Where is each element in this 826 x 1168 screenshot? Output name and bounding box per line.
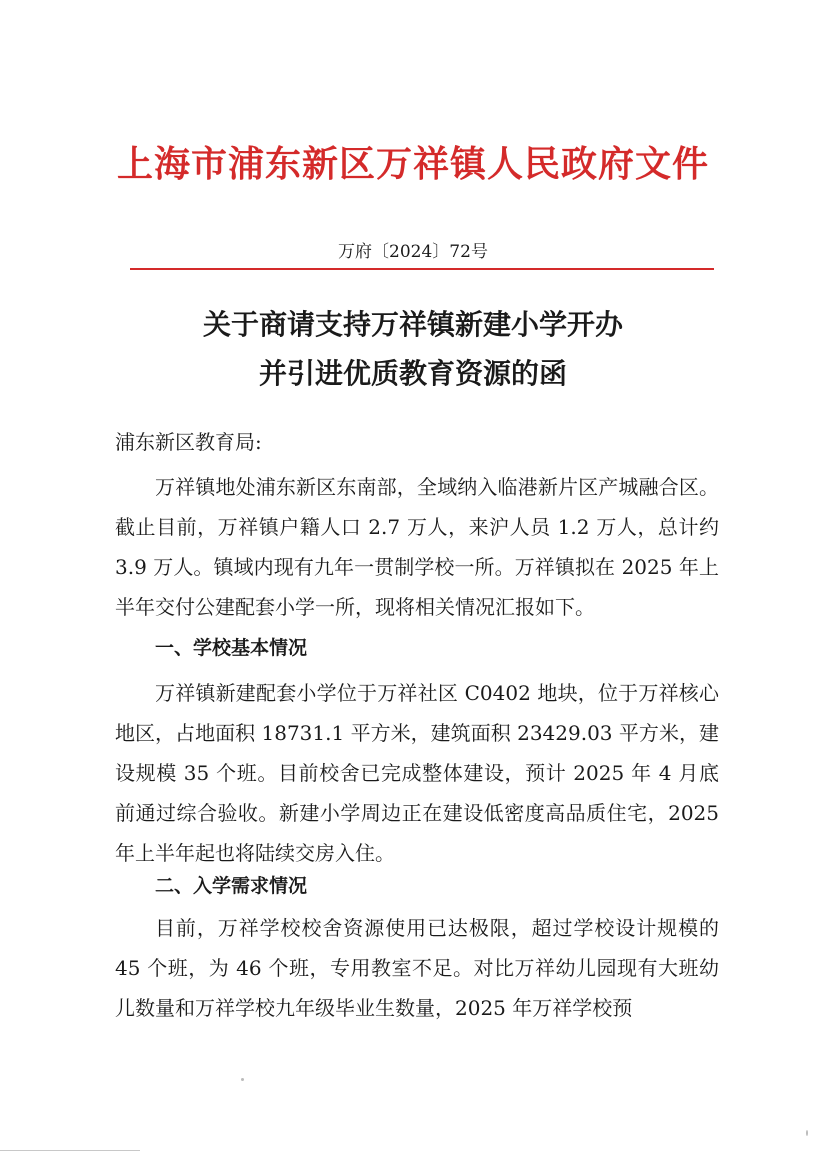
masthead-title: 上海市浦东新区万祥镇人民政府文件 <box>116 143 709 185</box>
scan-speck <box>806 1130 808 1136</box>
red-divider-line <box>130 268 714 270</box>
salutation: 浦东新区教育局: <box>115 430 262 454</box>
body-paragraph-1: 万祥镇地处浦东新区东南部，全域纳入临港新片区产城融合区。截止目前，万祥镇户籍人口 2.7 万人，来沪人员 1.2 万人，总计约 3.9 万人。镇域内现有九年一贯制学校一所。万祥镇拟在 2025 年上半年交付公建配套小学一所，现将相关情况汇报如下。 <box>115 475 719 619</box>
scan-speck <box>241 1078 244 1081</box>
body-paragraph-2: 万祥镇新建配套小学位于万祥社区 C0402 地块，位于万祥核心地区，占地面积 18731.1 平方米，建筑面积 23429.03 平方米，建设规模 35 个班。目前校舍已完成整体建设，预计 2025 年 4 月底前通过综合验收。新建小学周边正在建设低密度高品质住宅，2025 年上半年起也将陆续交房入住。 <box>115 681 719 865</box>
body-paragraph-3: 目前，万祥学校校舍资源使用已达极限，超过学校设计规模的 45 个班，为 46 个班，专用教室不足。对比万祥幼儿园现有大班幼儿数量和万祥学校九年级毕业生数量，2025 年万祥学校预 <box>115 916 719 1020</box>
letter-title-line-1: 关于商请支持万祥镇新建小学开办 <box>202 308 623 341</box>
letter-title-line-2: 并引进优质教育资源的函 <box>258 357 567 390</box>
section-heading-2: 二、入学需求情况 <box>155 875 308 897</box>
scan-artifact-line <box>0 1150 140 1151</box>
document-number: 万府〔2024〕72号 <box>338 242 488 262</box>
section-heading-1: 一、学校基本情况 <box>155 637 308 659</box>
